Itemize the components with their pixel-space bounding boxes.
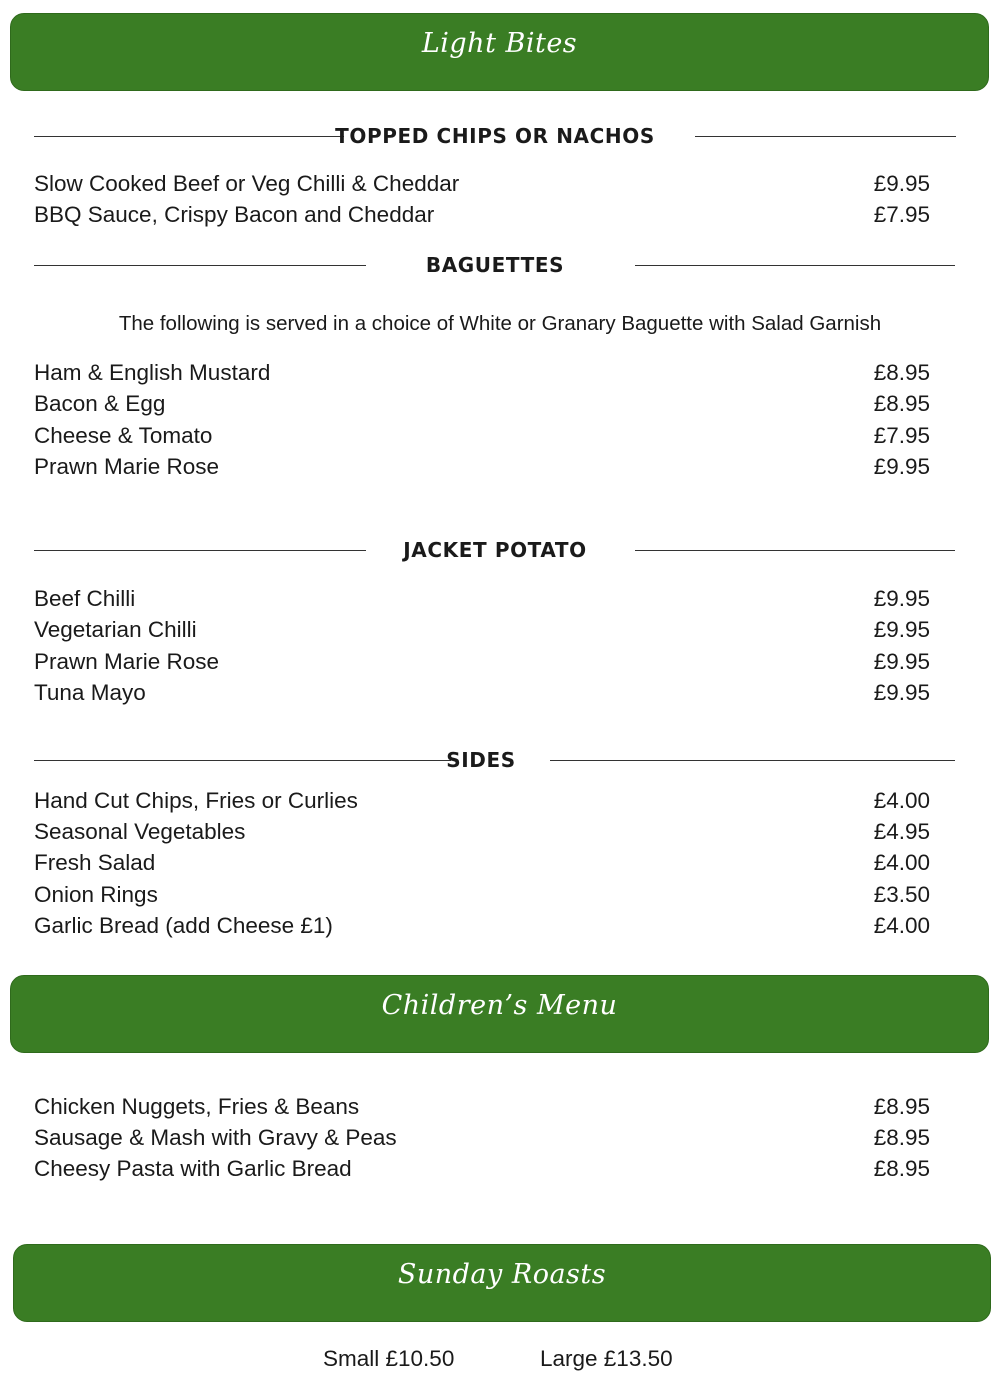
item-name: Chicken Nuggets, Fries & Beans [34,1094,360,1119]
section-title: JACKET POTATO [403,538,587,562]
item-price: £9.95 [873,617,930,642]
menu-item [34,614,930,645]
baguette-note: The following is served in a choice of White or Granary Baguette with Salad Garnish [118,312,882,335]
item-name: Slow Cooked Beef or Veg Chilli & Cheddar [34,171,460,196]
menu-item [34,1122,930,1153]
menu-item [34,879,930,910]
item-price: £8.95 [873,391,930,416]
section-title: SIDES [446,748,516,772]
item-price: £9.95 [873,649,930,674]
menu-item [34,1091,930,1122]
jacket-potato-heading [34,538,956,562]
divider-right [695,136,956,137]
menu-item [34,583,930,614]
item-price: £4.00 [873,788,930,813]
menu-item [34,199,930,230]
item-name: Prawn Marie Rose [34,649,220,674]
roast-small-price: Small £10.50 [323,1346,455,1371]
menu-item [34,1153,930,1184]
item-name: Onion Rings [34,882,158,907]
roast-large-price: Large £13.50 [540,1346,673,1371]
item-price: £8.95 [873,1094,930,1119]
menu-item [34,785,930,816]
menu-item [34,451,930,482]
section-title: BAGUETTES [425,253,565,277]
item-price: £9.95 [873,454,930,479]
item-price: £4.00 [873,850,930,875]
sunday-roasts-banner [13,1244,991,1322]
menu-item [34,910,930,941]
menu-item [34,388,930,419]
item-name: Fresh Salad [34,850,156,875]
item-price: £8.95 [873,1125,930,1150]
item-name: BBQ Sauce, Crispy Bacon and Cheddar [34,202,435,227]
item-price: £8.95 [873,360,930,385]
item-name: Sausage & Mash with Gravy & Peas [34,1125,397,1150]
sunday-roasts-title: Sunday Roasts [397,1258,607,1290]
item-name: Tuna Mayo [34,680,146,705]
item-price: £9.95 [873,586,930,611]
item-name: Cheese & Tomato [34,423,213,448]
item-price: £4.00 [873,913,930,938]
item-name: Bacon & Egg [34,391,166,416]
childrens-menu-banner [10,975,989,1053]
item-name: Hand Cut Chips, Fries or Curlies [34,788,358,813]
menu-item [34,847,930,878]
light-bites-banner [10,13,989,91]
menu-item [34,420,930,451]
menu-item [34,357,930,388]
item-price: £7.95 [873,423,930,448]
item-name: Ham & English Mustard [34,360,271,385]
sides-heading [34,748,956,772]
item-name: Seasonal Vegetables [34,819,246,844]
section-title: TOPPED CHIPS OR NACHOS [335,124,655,148]
light-bites-title: Light Bites [421,27,578,59]
menu-item [34,168,930,199]
menu-item [34,816,930,847]
divider-right [635,265,955,266]
item-name: Prawn Marie Rose [34,454,220,479]
item-price: £4.95 [873,819,930,844]
item-name: Cheesy Pasta with Garlic Bread [34,1156,352,1181]
item-name: Vegetarian Chilli [34,617,197,642]
divider-right [550,760,955,761]
item-name: Garlic Bread (add Cheese £1) [34,913,333,938]
menu-item [34,646,930,677]
item-price: £3.50 [873,882,930,907]
item-price: £9.95 [873,680,930,705]
topped-chips-heading [34,124,956,148]
divider-right [635,550,955,551]
item-name: Beef Chilli [34,586,136,611]
menu-item [34,677,930,708]
item-price: £7.95 [873,202,930,227]
item-price: £8.95 [873,1156,930,1181]
baguettes-heading [34,253,956,277]
childrens-menu-title: Children’s Menu [381,989,618,1021]
item-price: £9.95 [873,171,930,196]
